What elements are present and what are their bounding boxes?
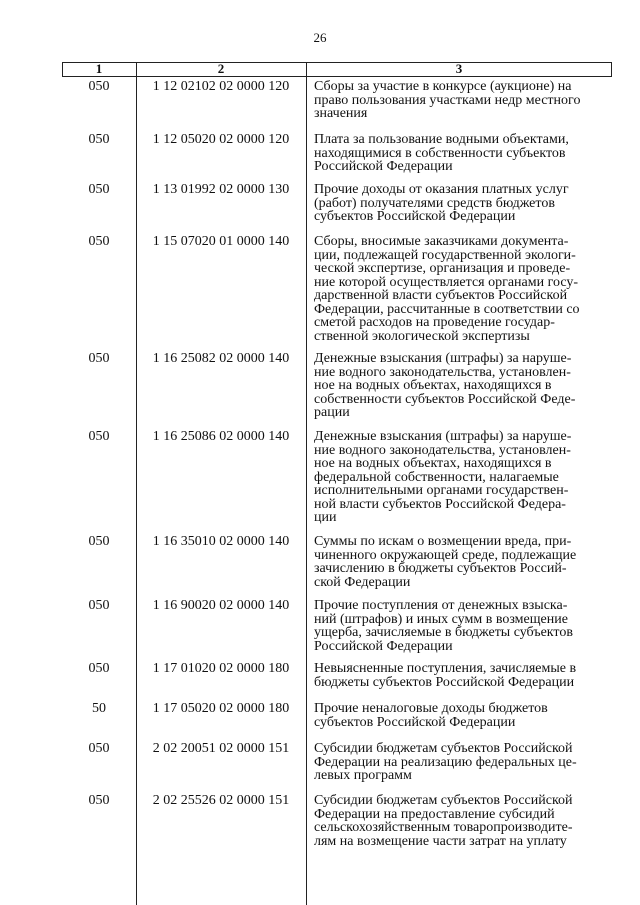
header-bottom-rule	[62, 76, 612, 77]
description-line: чиненного окружающей среде, подлежащие	[314, 547, 577, 563]
row-code-1: 050	[88, 182, 110, 197]
description-line: ной власти субъектов Российской Федера-	[314, 496, 566, 512]
description-line: субъектов Российской Федерации	[314, 714, 516, 730]
row-description	[314, 702, 610, 729]
description-line: левых программ	[314, 768, 412, 783]
row-code-2: 1 13 01992 02 0000 130	[152, 182, 290, 197]
description-line: Плата за пользование водными объектами,	[314, 132, 569, 147]
description-line: ний (штрафов) и иных сумм в возмещение	[314, 611, 568, 627]
row-code-1: 050	[88, 351, 110, 366]
description-line: сметой расходов на проведение государ-	[314, 315, 555, 330]
row-code-1: 050	[88, 661, 110, 676]
column-divider-2	[306, 62, 307, 905]
row-code-2: 1 17 05020 02 0000 180	[152, 701, 290, 716]
row-description	[314, 183, 610, 224]
description-line: ции	[314, 510, 337, 525]
description-line: ное на водных объектах, находящихся в	[314, 456, 552, 471]
description-line: Федерации, рассчитанные в соответствии со	[314, 301, 580, 317]
description-line: ное на водных объектах, находящихся в	[314, 378, 552, 393]
description-line: ние водного законодательства, установлен-	[314, 364, 571, 380]
description-line: находящимися в собственности субъектов	[314, 145, 566, 161]
row-code-2: 1 16 25086 02 0000 140	[152, 429, 290, 444]
description-line: ственной экологической экспертизы	[314, 328, 530, 344]
row-code-1: 050	[88, 741, 110, 756]
row-code-1: 050	[88, 79, 110, 94]
description-line: лям на возмещение части затрат на уплату	[314, 833, 567, 849]
row-code-2: 2 02 20051 02 0000 151	[152, 741, 290, 756]
description-line: ской Федерации	[314, 574, 411, 590]
row-code-2: 1 16 90020 02 0000 140	[152, 598, 290, 613]
row-code-2: 2 02 25526 02 0000 151	[152, 793, 290, 808]
row-description	[314, 430, 610, 525]
row-description	[314, 794, 610, 848]
description-line: зачислению в бюджеты субъектов Россий-	[314, 561, 567, 576]
description-line: Денежные взыскания (штрафы) за наруше-	[314, 351, 572, 366]
description-line: Сборы за участие в конкурсе (аукционе) на	[314, 79, 572, 94]
description-line: ние которой осуществляется органами госу-	[314, 274, 579, 290]
description-line: Субсидии бюджетам субъектов Российской	[314, 793, 573, 808]
description-line: Российской Федерации	[314, 159, 453, 174]
description-line: Сборы, вносимые заказчиками документа-	[314, 234, 569, 249]
description-line: Российской Федерации	[314, 638, 453, 654]
description-line: ческой экспертизе, организация и проведе-	[314, 261, 571, 276]
description-line: Невыясненные поступления, зачисляемые в	[314, 661, 577, 676]
description-line: Федерации на предоставление субсидий	[314, 806, 555, 822]
row-code-1: 050	[88, 598, 110, 613]
description-line: Федерации на реализацию федеральных це-	[314, 754, 577, 770]
row-code-1: 050	[88, 534, 110, 549]
description-line: Субсидии бюджетам субъектов Российской	[314, 741, 573, 756]
description-line: значения	[314, 106, 368, 121]
column-header-1: 1	[95, 61, 103, 76]
description-line: (работ) получателями средств бюджетов	[314, 195, 555, 211]
row-code-1: 050	[88, 793, 110, 808]
description-line: федеральной собственности, налагаемые	[314, 469, 559, 485]
row-code-2: 1 15 07020 01 0000 140	[152, 234, 290, 249]
description-line: бюджеты субъектов Российской Федерации	[314, 674, 575, 690]
row-description	[314, 80, 610, 121]
row-description	[314, 235, 610, 343]
row-description	[314, 599, 610, 653]
row-description	[314, 133, 610, 174]
description-line: ции, подлежащей государственной экологи-	[314, 247, 576, 263]
row-code-2: 1 12 05020 02 0000 120	[152, 132, 290, 147]
description-line: Денежные взыскания (штрафы) за наруше-	[314, 429, 572, 444]
row-code-1: 050	[88, 234, 110, 249]
description-line: исполнительными органами государствен-	[314, 483, 569, 498]
description-line: сельскохозяйственным товаропроизводите-	[314, 820, 573, 835]
description-line: дарственной власти субъектов Российской	[314, 288, 568, 303]
row-code-2: 1 16 35010 02 0000 140	[152, 534, 290, 549]
row-description	[314, 662, 610, 689]
page-number: 26	[313, 30, 327, 45]
description-line: право пользования участками недр местного	[314, 92, 581, 108]
description-line: Прочие поступления от денежных взыска-	[314, 598, 568, 613]
description-line: ние водного законодательства, установлен-	[314, 442, 571, 458]
description-line: субъектов Российской Федерации	[314, 209, 516, 224]
row-description	[314, 352, 610, 420]
description-line: Суммы по искам о возмещении вреда, при-	[314, 534, 572, 549]
description-line: Прочие доходы от оказания платных услуг	[314, 182, 569, 197]
description-line: ущерба, зачисляемые в бюджеты субъектов	[314, 625, 573, 640]
description-line: рации	[314, 405, 350, 420]
row-code-2: 1 12 02102 02 0000 120	[152, 79, 290, 94]
row-code-2: 1 17 01020 02 0000 180	[152, 661, 290, 676]
row-code-1: 050	[88, 132, 110, 147]
row-code-1: 50	[92, 701, 106, 716]
row-code-1: 050	[88, 429, 110, 444]
row-code-2: 1 16 25082 02 0000 140	[152, 351, 290, 366]
description-line: собственности субъектов Российской Феде-	[314, 391, 576, 407]
row-description	[314, 742, 610, 783]
row-description	[314, 535, 610, 589]
column-header-2: 2	[217, 61, 225, 76]
description-line: Прочие неналоговые доходы бюджетов	[314, 701, 548, 716]
column-header-3: 3	[455, 61, 463, 76]
